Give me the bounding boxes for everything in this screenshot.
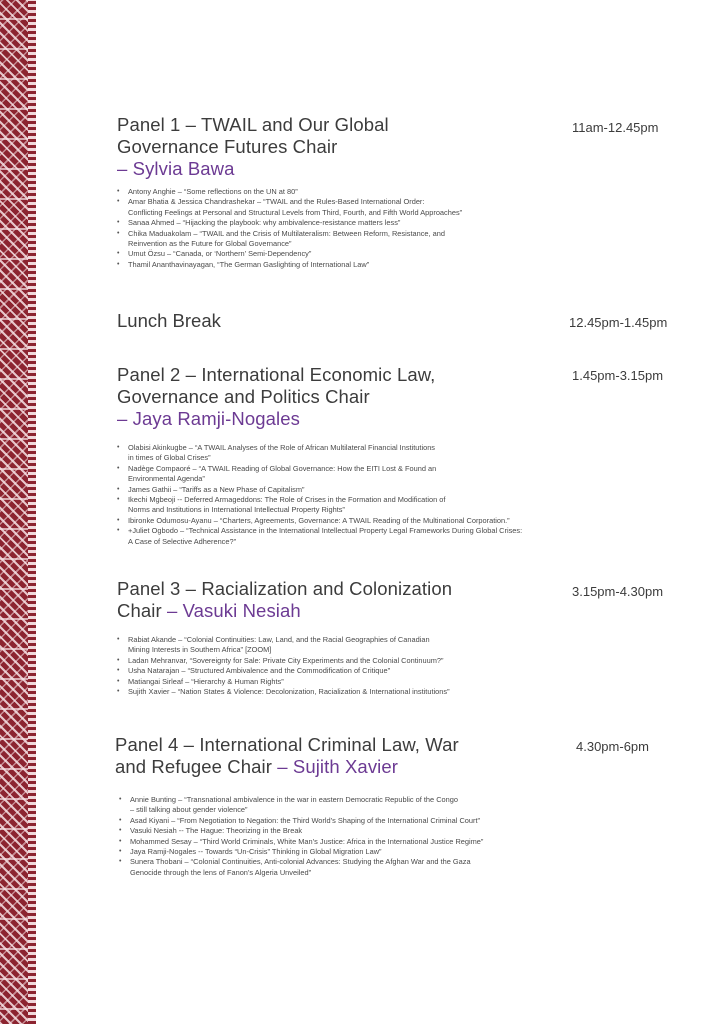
panel-title xyxy=(117,364,557,430)
talk-item xyxy=(117,485,587,495)
decorative-border xyxy=(0,0,36,1024)
talk-text: Usha Natarajan – “Structured Ambivalence and the Commodification of Critique” xyxy=(128,666,391,676)
talk-text: in times of Global Crises” xyxy=(128,453,211,463)
talk-item xyxy=(117,249,557,259)
panel-title-line: Chair xyxy=(117,600,162,621)
talk-text: Rabiat Akande – “Colonial Continuities: Law, Land, and the Racial Geographies of Canadian xyxy=(128,635,430,644)
talk-text: Environmental Agenda” xyxy=(128,474,205,484)
panel-title xyxy=(117,578,557,622)
panel-title-line: Governance Futures Chair xyxy=(117,136,338,157)
talk-text: Genocide through the lens of Fanon’s Algeria Unveiled” xyxy=(130,867,312,877)
panel-time: 11am-12.45pm xyxy=(572,120,659,135)
talk-item xyxy=(117,495,587,516)
talk-item xyxy=(117,516,587,526)
talk-item xyxy=(117,666,587,676)
talk-text: Asad Kiyani – “From Negotiation to Negation: the Third World’s Shaping of the International Criminal Court” xyxy=(130,815,481,825)
talk-item xyxy=(119,847,589,857)
talk-item xyxy=(117,443,587,464)
talk-text: Olabisi Akinkugbe – “A TWAIL Analyses of the Role of African Multilateral Financial Institutions xyxy=(128,443,435,452)
talk-item xyxy=(117,656,587,666)
talk-item xyxy=(117,687,587,697)
talk-text: Mohammed Sesay – “Third World Criminals, White Man’s Justice: Africa in the International Justice Regime” xyxy=(130,836,484,846)
talk-text: Jaya Ramji-Nogales -- Towards “Un-Crisis” Thinking in Global Migration Law” xyxy=(130,847,382,857)
talk-text: Conflicting Feelings at Personal and Structural Levels from Third, Fourth, and Fifth World Approaches” xyxy=(128,207,463,217)
talk-list xyxy=(119,795,589,878)
talk-text: Umut Özsu – “Canada, or ‘Northern’ Semi-Dependency” xyxy=(128,249,312,259)
panel-title-line: Governance and Politics Chair xyxy=(117,386,370,407)
talk-text: Annie Bunting – “Transnational ambivalence in the war in eastern Democratic Republic of the Congo xyxy=(130,795,458,804)
panel-2-heading xyxy=(117,364,557,430)
lunch-break-time: 12.45pm-1.45pm xyxy=(569,315,668,330)
panel-title-line: and Refugee Chair xyxy=(115,756,272,777)
talk-item xyxy=(117,229,557,250)
talk-text: A Case of Selective Adherence?” xyxy=(128,536,237,546)
chair-name: – Sylvia Bawa xyxy=(117,158,235,179)
talk-item xyxy=(119,795,589,816)
talk-list xyxy=(117,443,587,547)
talk-text: – still talking about gender violence” xyxy=(130,805,248,815)
chair-name: – Vasuki Nesiah xyxy=(166,600,301,621)
chair-name: – Jaya Ramji-Nogales xyxy=(117,408,300,429)
talk-item xyxy=(117,635,587,656)
panel-4-heading xyxy=(115,734,555,778)
chair-name: – Sujith Xavier xyxy=(277,756,399,777)
panel-title-line: Panel 3 – Racialization and Colonization xyxy=(117,578,453,599)
talk-item xyxy=(119,837,589,847)
panel-1-heading xyxy=(117,114,537,180)
talk-text: Chika Maduakolam – “TWAIL and the Crisis of Multilateralism: Between Reform, Resistance, and xyxy=(128,228,445,238)
talk-text: Sujith Xavier – “Nation States & Violence: Decolonization, Racialization & International institutions” xyxy=(128,687,450,697)
talk-item xyxy=(119,826,589,836)
talk-item xyxy=(117,677,587,687)
talk-item xyxy=(117,187,557,197)
talk-item xyxy=(117,260,557,270)
panel-time: 4.30pm-6pm xyxy=(576,739,649,754)
panel-time: 3.15pm-4.30pm xyxy=(572,584,664,599)
talk-text: James Gathii – “Tariffs as a New Phase of Capitalism” xyxy=(128,484,305,494)
talk-text: Mining Interests in Southern Africa” [ZOOM] xyxy=(128,645,272,655)
panel-title xyxy=(117,114,537,180)
talk-text: Vasuki Nesiah -- The Hague: Theorizing in the Break xyxy=(130,826,303,836)
talk-text: Ibironke Odumosu-Ayanu – “Charters, Agreements, Governance: A TWAIL Reading of the Multinational Corporation.” xyxy=(128,515,510,525)
talk-text: Ikechi Mgbeoji -- Deferred Armageddons: The Role of Crises in the Formation and Modification of xyxy=(128,495,446,505)
panel-3-heading xyxy=(117,578,557,622)
talk-text: Matiangai Sirleaf – “Hierarchy & Human Rights” xyxy=(128,676,284,686)
talk-item xyxy=(117,464,587,485)
talk-list xyxy=(117,635,587,697)
panel-title-line: Panel 2 – International Economic Law, xyxy=(117,364,436,385)
talk-list xyxy=(117,187,557,270)
talk-item xyxy=(117,218,557,228)
talk-text: Reinvention as the Future for Global Governance” xyxy=(128,239,292,249)
talk-item xyxy=(119,816,589,826)
panel-title-line: Panel 1 – TWAIL and Our Global xyxy=(117,114,389,135)
talk-text: Antony Anghie – “Some reflections on the UN at 80” xyxy=(128,187,298,196)
talk-text: Sunera Thobani – “Colonial Continuities, Anti-colonial Advances: Studying the Afghan War and the Gaza xyxy=(130,857,471,867)
lunch-break-label: Lunch Break xyxy=(117,310,221,331)
panel-title-line: Panel 4 – International Criminal Law, War xyxy=(115,734,459,755)
talk-text: Norms and Institutions in International Intellectual Property Rights” xyxy=(128,505,345,515)
talk-item xyxy=(119,857,589,878)
talk-item xyxy=(117,197,557,218)
talk-text: Amar Bhatia & Jessica Chandrashekar – “TWAIL and the Rules-Based International Order: xyxy=(128,197,425,207)
panel-time: 1.45pm-3.15pm xyxy=(572,368,664,383)
talk-text: Ladan Mehranvar, “Sovereignty for Sale: Private City Experiments and the Colonial Continuum?” xyxy=(128,655,444,665)
talk-text: +Juliet Ogbodo – “Technical Assistance in the International Intellectual Property Legal Frameworks During Global Crises: xyxy=(128,526,523,536)
talk-text: Nadège Compaoré – “A TWAIL Reading of Global Governance: How the EITI Lost & Found an xyxy=(128,463,437,473)
talk-text: Sanaa Ahmed – “Hijacking the playbook: why ambivalence-resistance matters less” xyxy=(128,218,401,228)
talk-text: Thamil Ananthavinayagan, “The German Gaslighting of International Law” xyxy=(128,259,370,269)
panel-title xyxy=(115,734,555,778)
talk-item xyxy=(117,526,587,547)
